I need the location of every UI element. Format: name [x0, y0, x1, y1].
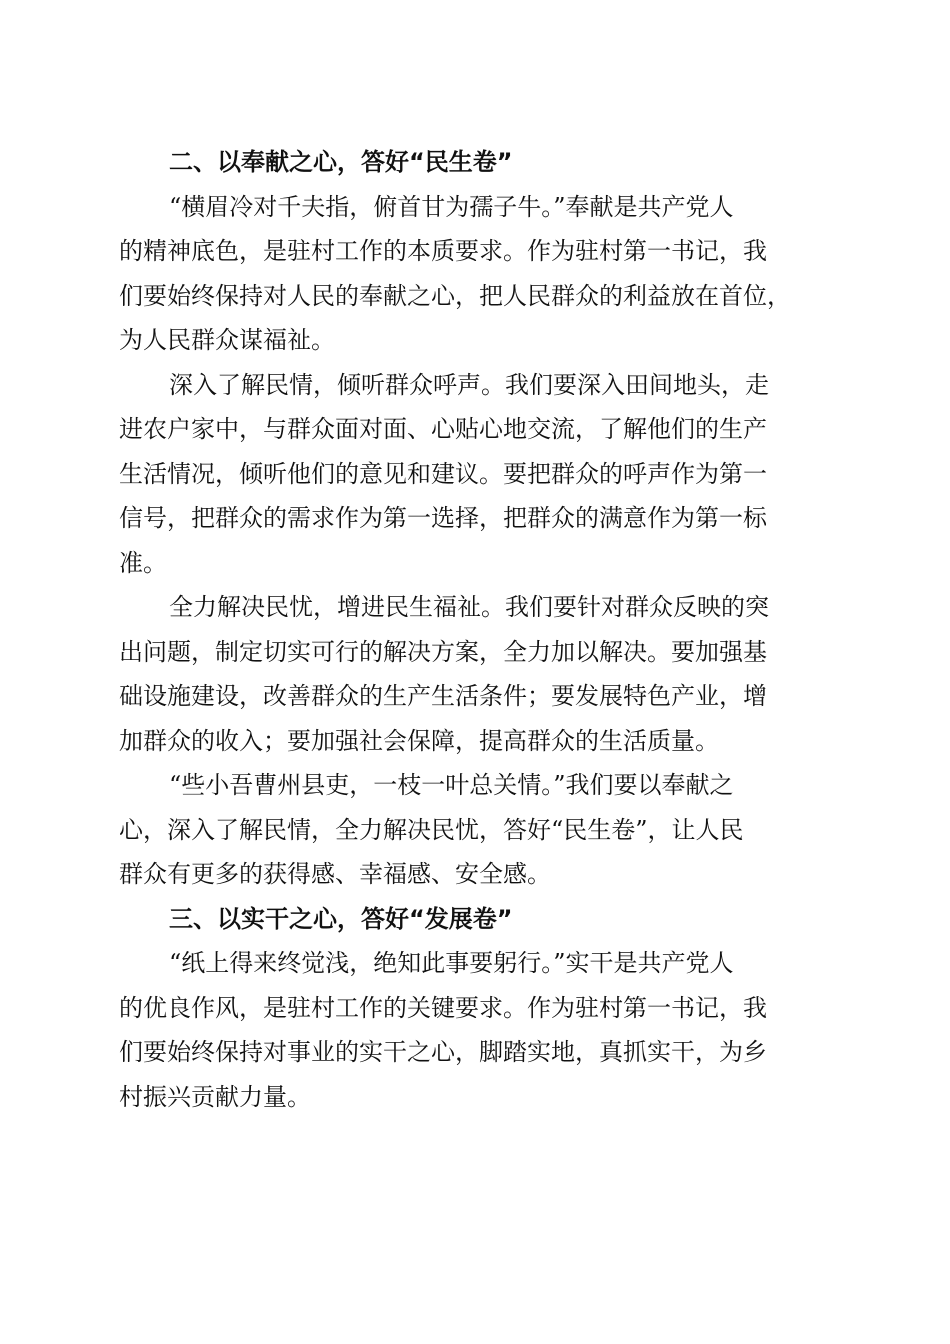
text-line: 础设施建设，改善群众的生产生活条件；要发展特色产业，增 — [119, 682, 767, 710]
text-line: 深入了解民情，倾听群众呼声。我们要深入田间地头，走 — [169, 370, 769, 399]
text-line: 全力解决民忧，增进民生福祉。我们要针对群众反映的突 — [169, 593, 769, 621]
text-line: 加群众的收入；要加强社会保障，提高群众的生活质量。 — [119, 726, 719, 755]
section-3-heading: 三、以实干之心，答好“发展卷” — [169, 904, 513, 933]
section-2-paragraph-3 — [119, 585, 819, 763]
section-2-paragraph-1 — [119, 185, 819, 363]
text-line: 准。 — [119, 548, 167, 577]
text-line: 信号，把群众的需求作为第一选择，把群众的满意作为第一标 — [119, 504, 767, 532]
text-line: 的优良作风，是驻村工作的关键要求。作为驻村第一书记，我 — [119, 993, 767, 1022]
section-2-heading: 二、以奉献之心，答好“民生卷” — [169, 148, 513, 176]
text-line: 村振兴贡献力量。 — [119, 1082, 311, 1111]
text-line: 生活情况，倾听他们的意见和建议。要把群众的呼声作为第一 — [119, 459, 767, 488]
text-line: 的精神底色，是驻村工作的本质要求。作为驻村第一书记，我 — [119, 237, 767, 265]
text-line: 出问题，制定切实可行的解决方案，全力加以解决。要加强基 — [119, 637, 767, 666]
text-line: 进农户家中，与群众面对面、心贴心地交流，了解他们的生产 — [119, 415, 767, 443]
text-line: “纸上得来终觉浅，绝知此事要躬行。”实干是共产党人 — [169, 949, 734, 977]
section-2-paragraph-4 — [119, 763, 819, 897]
text-line: “些小吾曹州县吏，一枝一叶总关情。”我们要以奉献之 — [169, 771, 734, 799]
text-line: 心，深入了解民情，全力解决民忧，答好“民生卷”，让人民 — [119, 815, 744, 844]
text-line: 为人民群众谋福祉。 — [119, 326, 335, 354]
text-line: 群众有更多的获得感、幸福感、安全感。 — [119, 860, 551, 888]
text-line: 们要始终保持对人民的奉献之心，把人民群众的利益放在首位， — [119, 281, 791, 310]
document-body — [119, 140, 819, 1119]
section-3-paragraph-1 — [119, 941, 819, 1119]
section-2-paragraph-2 — [119, 363, 819, 586]
text-line: 们要始终保持对事业的实干之心，脚踏实地，真抓实干，为乡 — [119, 1038, 767, 1066]
text-line: “横眉冷对千夫指，俯首甘为孺子牛。”奉献是共产党人 — [169, 192, 734, 221]
